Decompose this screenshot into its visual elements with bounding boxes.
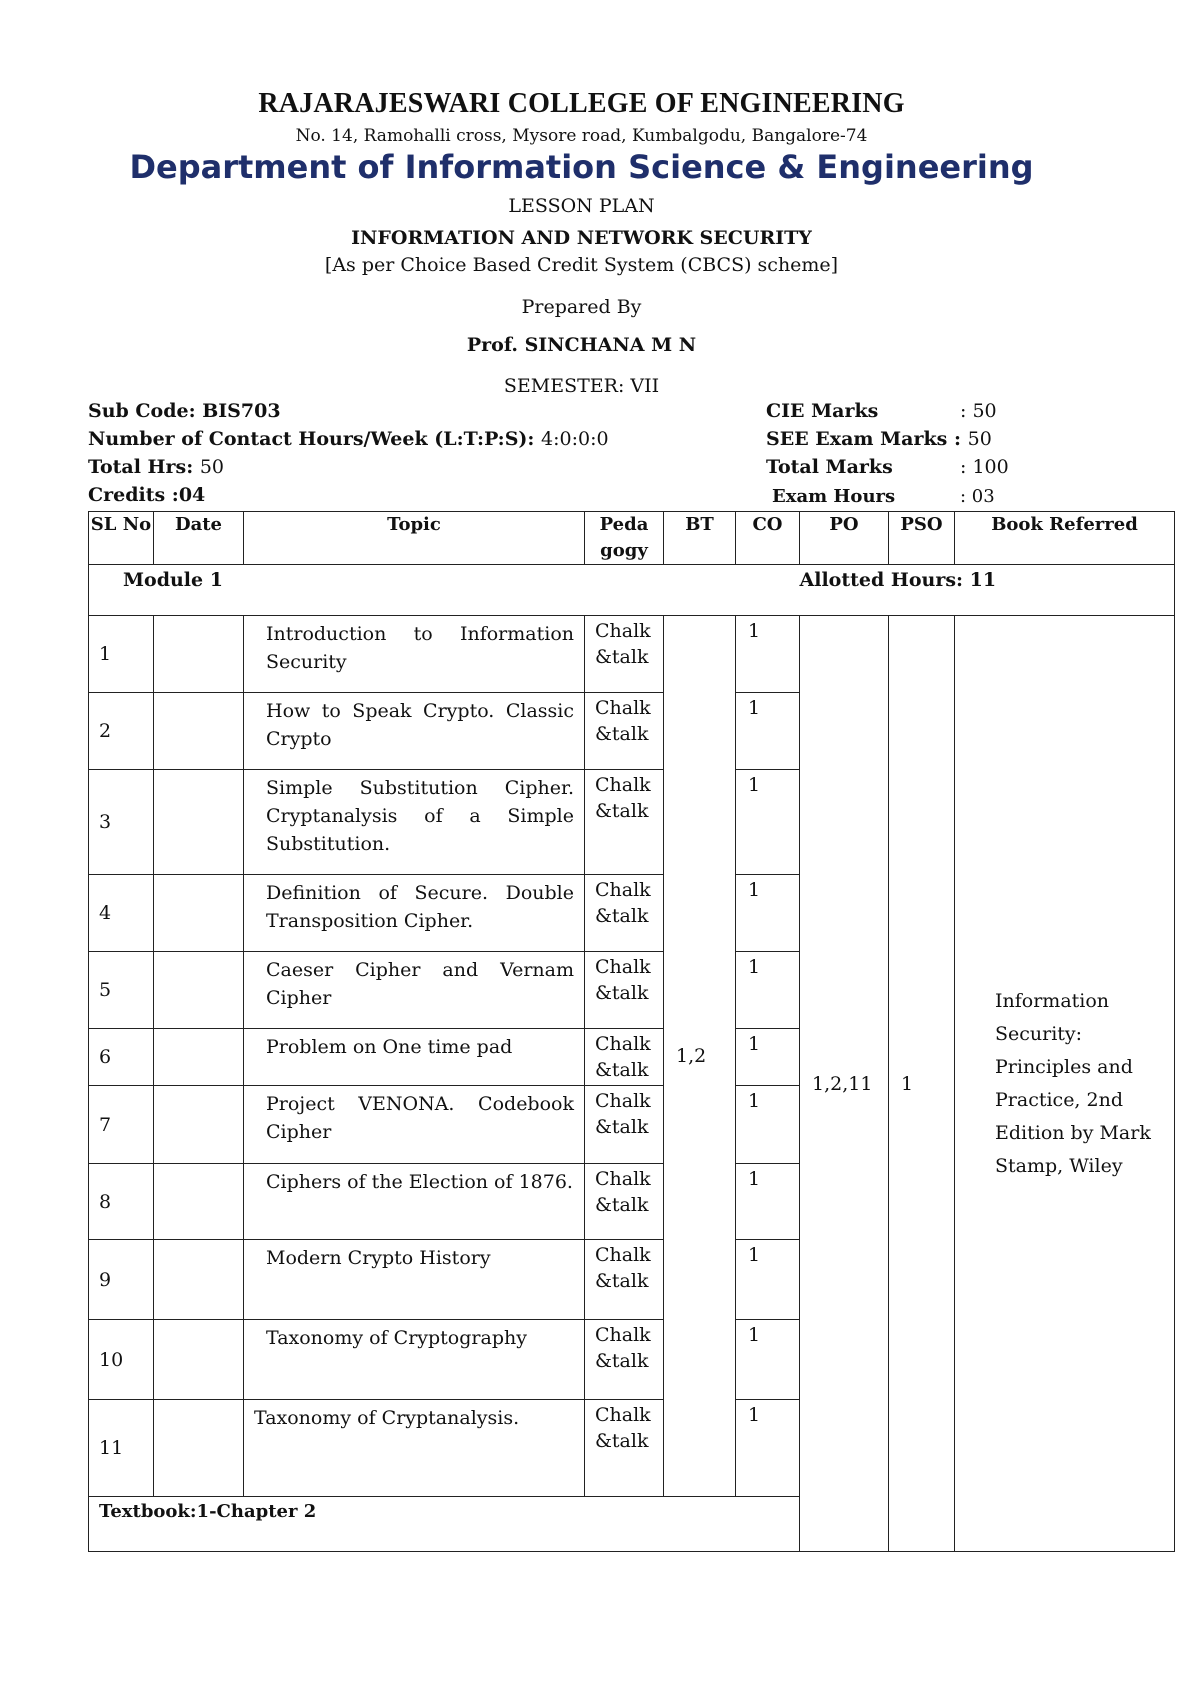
row-pedagogy: Chalk &talk [585, 875, 664, 952]
row-date [154, 1400, 244, 1497]
see-marks: SEE Exam Marks : 50 [766, 428, 992, 450]
row-sl: 2 [89, 693, 154, 770]
row-sl: 3 [89, 770, 154, 875]
department-name: Department of Information Science & Engineering [129, 148, 1034, 186]
row-topic: Simple Substitution Cipher. Cryptanalysis of a Simple Substitution. [244, 770, 585, 875]
module-label: Module 1 [123, 569, 223, 591]
row-topic: Taxonomy of Cryptanalysis. [244, 1400, 585, 1497]
row-date [154, 1029, 244, 1086]
row-pedagogy: Chalk &talk [585, 1240, 664, 1320]
row-co: 1 [736, 1029, 800, 1086]
row-sl: 5 [89, 952, 154, 1029]
row-sl: 1 [89, 616, 154, 693]
row-topic: Taxonomy of Cryptography [244, 1320, 585, 1400]
sub-code: Sub Code: BIS703 [88, 400, 281, 422]
textbook-reference: Textbook:1-Chapter 2 [89, 1497, 800, 1552]
credits: Credits :04 [88, 484, 206, 506]
row-date [154, 616, 244, 693]
college-name: RAJARAJESWARI COLLEGE OF ENGINEERING [258, 88, 905, 119]
row-topic: Caeser Cipher and Vernam Cipher [244, 952, 585, 1029]
row-co: 1 [736, 1086, 800, 1164]
row-pedagogy: Chalk &talk [585, 770, 664, 875]
row-co: 1 [736, 616, 800, 693]
row-sl: 10 [89, 1320, 154, 1400]
row-date [154, 875, 244, 952]
bt-value: 1,2 [664, 616, 736, 1497]
row-pedagogy: Chalk &talk [585, 616, 664, 693]
row-date [154, 1086, 244, 1164]
row-pedagogy: Chalk &talk [585, 1029, 664, 1086]
header-co: CO [736, 512, 800, 565]
cie-marks-label: CIE Marks [766, 400, 879, 422]
row-sl: 7 [89, 1086, 154, 1164]
book-referred: Information Security: Principles and Practice, 2nd Edition by Mark Stamp, Wiley [955, 616, 1175, 1552]
row-topic: Modern Crypto History [244, 1240, 585, 1320]
module-row [89, 565, 1175, 616]
row-topic: Introduction to Information Security [244, 616, 585, 693]
row-co: 1 [736, 952, 800, 1029]
row-topic: How to Speak Crypto. Classic Crypto [244, 693, 585, 770]
row-date [154, 693, 244, 770]
row-sl: 11 [89, 1400, 154, 1497]
row-pedagogy: Chalk &talk [585, 693, 664, 770]
row-co: 1 [736, 1400, 800, 1497]
row-sl: 4 [89, 875, 154, 952]
row-pedagogy: Chalk &talk [585, 952, 664, 1029]
professor-name: Prof. SINCHANA M N [466, 334, 697, 356]
row-date [154, 952, 244, 1029]
row-sl: 8 [89, 1164, 154, 1240]
header-topic: Topic [244, 512, 585, 565]
row-date [154, 770, 244, 875]
po-value: 1,2,11 [800, 616, 889, 1552]
semester: SEMESTER: VII [503, 375, 660, 397]
college-address: No. 14, Ramohalli cross, Mysore road, Kumbalgodu, Bangalore-74 [295, 126, 868, 146]
row-pedagogy: Chalk &talk [585, 1086, 664, 1164]
row-topic: Problem on One time pad [244, 1029, 585, 1086]
table-row [89, 616, 1175, 693]
row-co: 1 [736, 1320, 800, 1400]
header-sl: SL No [89, 512, 154, 565]
row-co: 1 [736, 1240, 800, 1320]
subject-title: INFORMATION AND NETWORK SECURITY [351, 227, 812, 249]
cie-marks-value: : 50 [960, 400, 997, 422]
row-co: 1 [736, 875, 800, 952]
row-co: 1 [736, 770, 800, 875]
row-sl: 6 [89, 1029, 154, 1086]
document-type: LESSON PLAN [508, 195, 655, 217]
contact-hours: Number of Contact Hours/Week (L:T:P:S): 4:0:0:0 [88, 428, 609, 450]
header-pedagogy: Peda gogy [585, 512, 664, 565]
header-book: Book Referred [955, 512, 1175, 565]
table-header-row [89, 512, 1175, 565]
row-date [154, 1164, 244, 1240]
allotted-hours: Allotted Hours: 11 [799, 569, 997, 591]
scheme-note: [As per Choice Based Credit System (CBCS) scheme] [324, 254, 839, 276]
row-pedagogy: Chalk &talk [585, 1400, 664, 1497]
header-pso: PSO [889, 512, 955, 565]
row-date [154, 1240, 244, 1320]
row-sl: 9 [89, 1240, 154, 1320]
header-date: Date [154, 512, 244, 565]
exam-hours-label: Exam Hours [772, 486, 896, 507]
total-hours: Total Hrs: 50 [88, 456, 225, 478]
row-topic: Ciphers of the Election of 1876. [244, 1164, 585, 1240]
row-co: 1 [736, 1164, 800, 1240]
row-pedagogy: Chalk &talk [585, 1320, 664, 1400]
lesson-plan-table [88, 511, 1175, 1552]
row-date [154, 1320, 244, 1400]
total-marks-value: : 100 [960, 456, 1009, 478]
row-topic: Project VENONA. Codebook Cipher [244, 1086, 585, 1164]
exam-hours-value: : 03 [960, 486, 995, 507]
header-po: PO [800, 512, 889, 565]
row-topic: Definition of Secure. Double Transposition Cipher. [244, 875, 585, 952]
row-pedagogy: Chalk &talk [585, 1164, 664, 1240]
prepared-by-label: Prepared By [521, 296, 642, 318]
pso-value: 1 [889, 616, 955, 1552]
row-co: 1 [736, 693, 800, 770]
total-marks-label: Total Marks [766, 456, 893, 478]
header-bt: BT [664, 512, 736, 565]
